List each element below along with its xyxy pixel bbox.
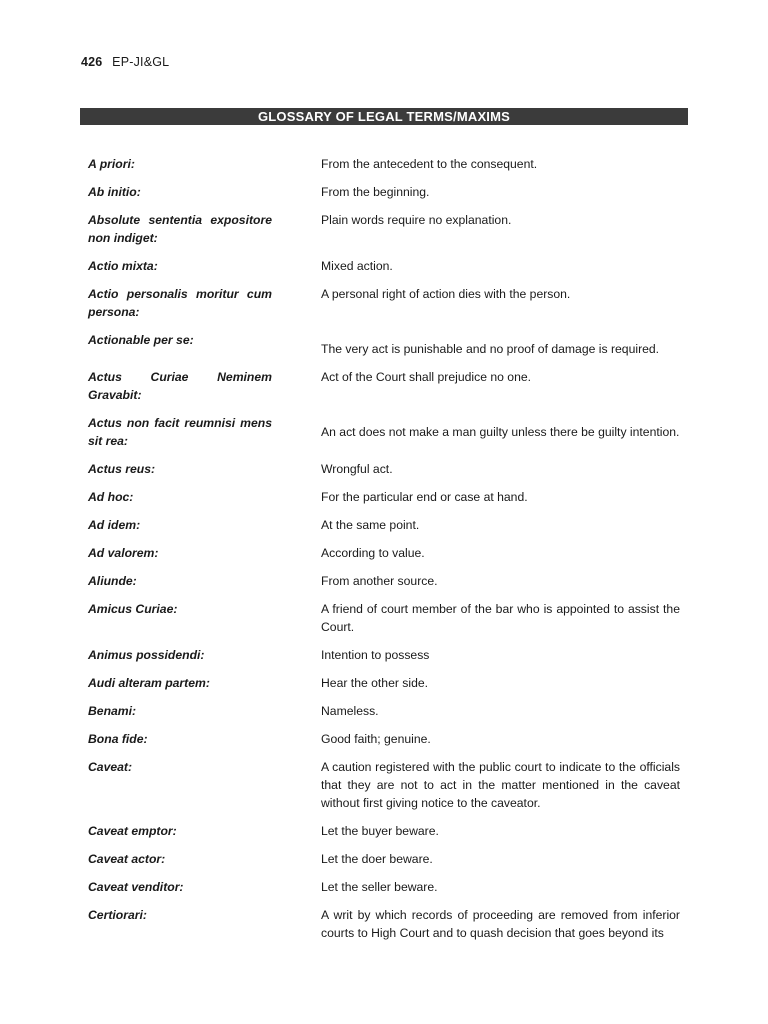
entry-definition: An act does not make a man guilty unless there be guilty intention.: [321, 425, 680, 439]
glossary-entry: [88, 878, 680, 896]
glossary-entry: [88, 183, 680, 201]
entry-definition: Plain words require no explanation.: [321, 213, 512, 227]
entry-definition: Mixed action.: [321, 259, 393, 273]
entry-definition: A caution registered with the public court to indicate to the officials that they are not to act in the matter mentioned in the caveat without first giving notice to the caveator.: [321, 760, 680, 810]
glossary-entry: [88, 906, 680, 942]
glossary-entry: [88, 758, 680, 812]
entry-term: Actus reus:: [88, 462, 156, 476]
entry-definition: The very act is punishable and no proof of damage is required.: [321, 342, 660, 356]
entry-definition: Act of the Court shall prejudice no one.: [321, 370, 532, 384]
entry-definition: A friend of court member of the bar who is appointed to assist the Court.: [321, 602, 680, 634]
section-title: GLOSSARY OF LEGAL TERMS/MAXIMS: [80, 108, 688, 125]
entry-term: Caveat:: [88, 760, 133, 774]
entry-definition: Nameless.: [321, 704, 379, 718]
entry-term: Caveat emptor:: [88, 824, 177, 838]
entry-term: Audi alteram partem:: [88, 676, 210, 690]
entry-term: Ad idem:: [88, 518, 141, 532]
entry-definition: A writ by which records of proceeding are removed from inferior courts to High Court and to quash decision that goes beyond its: [321, 908, 680, 940]
glossary-entry: [88, 155, 680, 173]
glossary-entry: [88, 368, 680, 404]
entry-term: Benami:: [88, 704, 137, 718]
book-code: EP-JI&GL: [112, 55, 170, 69]
entry-term: Bona fide:: [88, 732, 148, 746]
page-number: 426: [81, 55, 103, 69]
glossary-entry: [88, 211, 680, 247]
entry-definition: A personal right of action dies with the person.: [321, 287, 571, 301]
entry-definition: Good faith; genuine.: [321, 732, 431, 746]
entry-definition: Intention to possess: [321, 648, 430, 662]
glossary-entry: [88, 646, 680, 664]
entry-term: Ad hoc:: [88, 490, 134, 504]
glossary-entry: [88, 850, 680, 868]
entry-definition: According to value.: [321, 546, 425, 560]
entry-definition: Let the seller beware.: [321, 880, 438, 894]
glossary-entry: [88, 488, 680, 506]
entry-term: Animus possidendi:: [88, 648, 205, 662]
entry-term: Aliunde:: [88, 574, 137, 588]
entry-definition: From the beginning.: [321, 185, 430, 199]
glossary-entry: [88, 460, 680, 478]
entry-term: Ad valorem:: [88, 546, 159, 560]
entry-term: Caveat venditor:: [88, 880, 184, 894]
glossary-entry: [88, 414, 680, 450]
glossary-list: [88, 155, 680, 942]
entry-definition: For the particular end or case at hand.: [321, 490, 528, 504]
entry-definition: Hear the other side.: [321, 676, 429, 690]
entry-term: Actus non facit reumnisi mens sit rea:: [88, 416, 272, 448]
entry-definition: Wrongful act.: [321, 462, 393, 476]
page-header: [81, 55, 169, 69]
entry-term: Ab initio:: [88, 185, 141, 199]
glossary-entry: [88, 702, 680, 720]
entry-term: A priori:: [88, 157, 135, 171]
glossary-entry: [88, 331, 680, 358]
entry-definition: From another source.: [321, 574, 438, 588]
entry-definition: Let the doer beware.: [321, 852, 433, 866]
entry-term: Amicus Curiae:: [88, 602, 178, 616]
entry-definition: From the antecedent to the consequent.: [321, 157, 538, 171]
glossary-entry: [88, 600, 680, 636]
entry-term: Absolute sententia expositore non indiget:: [88, 213, 272, 245]
glossary-entry: [88, 674, 680, 692]
entry-term: Actus Curiae Neminem Gravabit:: [88, 370, 272, 402]
entry-definition: At the same point.: [321, 518, 420, 532]
entry-term: Certiorari:: [88, 908, 147, 922]
entry-term: Actio mixta:: [88, 259, 158, 273]
entry-term: Actio personalis moritur cum persona:: [88, 287, 272, 319]
glossary-entry: [88, 730, 680, 748]
glossary-entry: [88, 822, 680, 840]
entry-definition: Let the buyer beware.: [321, 824, 439, 838]
glossary-entry: [88, 257, 680, 275]
glossary-entry: [88, 572, 680, 590]
glossary-entry: [88, 285, 680, 321]
entry-term: Caveat actor:: [88, 852, 166, 866]
entry-term: Actionable per se:: [88, 333, 194, 347]
glossary-entry: [88, 516, 680, 534]
glossary-entry: [88, 544, 680, 562]
